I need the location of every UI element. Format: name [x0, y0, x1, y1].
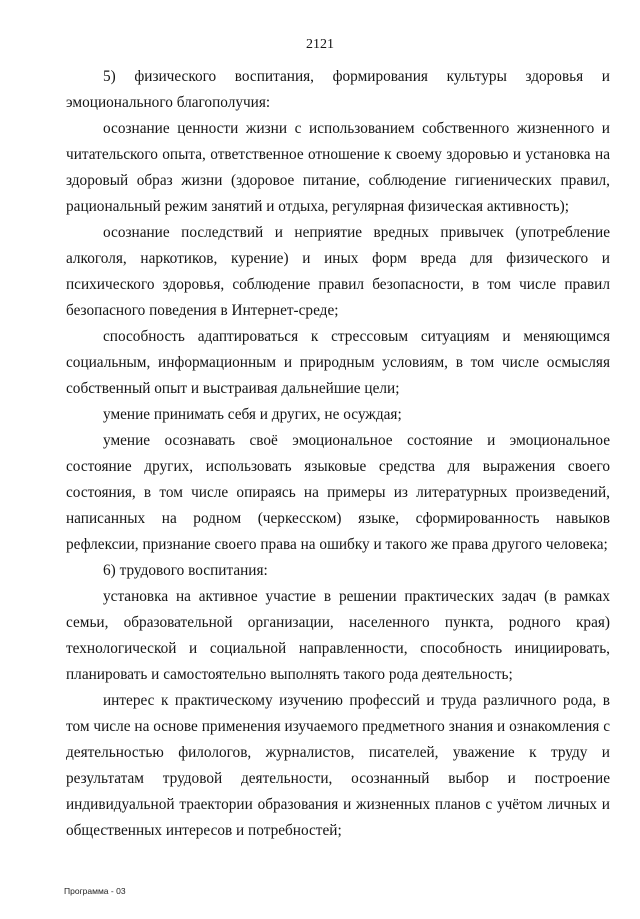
footer-label: Программа - 03	[64, 886, 126, 896]
list-item-active-participation: установка на активное участие в решении практических задач (в рамках семьи, образовательной организации, населенного пункта, родного края) технологической и социальной направленности, способность инициировать, планировать и самостоятельно выполнять такого рода деятельность;	[66, 588, 610, 683]
list-item-self-acceptance: умение принимать себя и других, не осуждая;	[103, 406, 402, 423]
document-body	[66, 64, 610, 844]
list-item-value-of-life: осознание ценности жизни с использованием собственного жизненного и читательского опыта, ответственное отношение к своему здоровью и установка на здоровый образ жизни (здоровое питание, соблюдение гигиенических правил, рациональный режим занятий и отдыха, регулярная физическая активность);	[66, 120, 610, 215]
section-heading-labor-education: 6) трудового воспитания:	[103, 562, 268, 579]
list-item-emotional-awareness: умение осознавать своё эмоциональное состояние и эмоциональное состояние других, использовать языковые средства для выражения своего состояния, в том числе опираясь на примеры из литературных произведений, написанных на родном (черкесском) языке, сформированность навыков рефлексии, признание своего права на ошибку и такого же права другого человека;	[66, 432, 610, 553]
list-item-harmful-habits: осознание последствий и неприятие вредных привычек (употребление алкоголя, наркотиков, курение) и иных форм вреда для физического и психического здоровья, соблюдение правил безопасности, в том числе правил безопасного поведения в Интернет-среде;	[66, 224, 610, 319]
section-heading-physical-education: 5) физического воспитания, формирования культуры здоровья и эмоционального благополучия:	[66, 68, 610, 111]
list-item-professions-interest: интерес к практическому изучению профессий и труда различного рода, в том числе на основе применения изучаемого предметного знания и ознакомления с деятельностью филологов, журналистов, писателей, уважение к труду и результатам трудовой деятельности, осознанный выбор и построение индивидуальной траектории образования и жизненных планов с учётом личных и общественных интересов и потребностей;	[66, 692, 610, 839]
list-item-stress-adaptation: способность адаптироваться к стрессовым ситуациям и меняющимся социальным, информационным и природным условиям, в том числе осмысляя собственный опыт и выстраивая дальнейшие цели;	[66, 328, 610, 397]
page-number: 2121	[306, 37, 334, 52]
